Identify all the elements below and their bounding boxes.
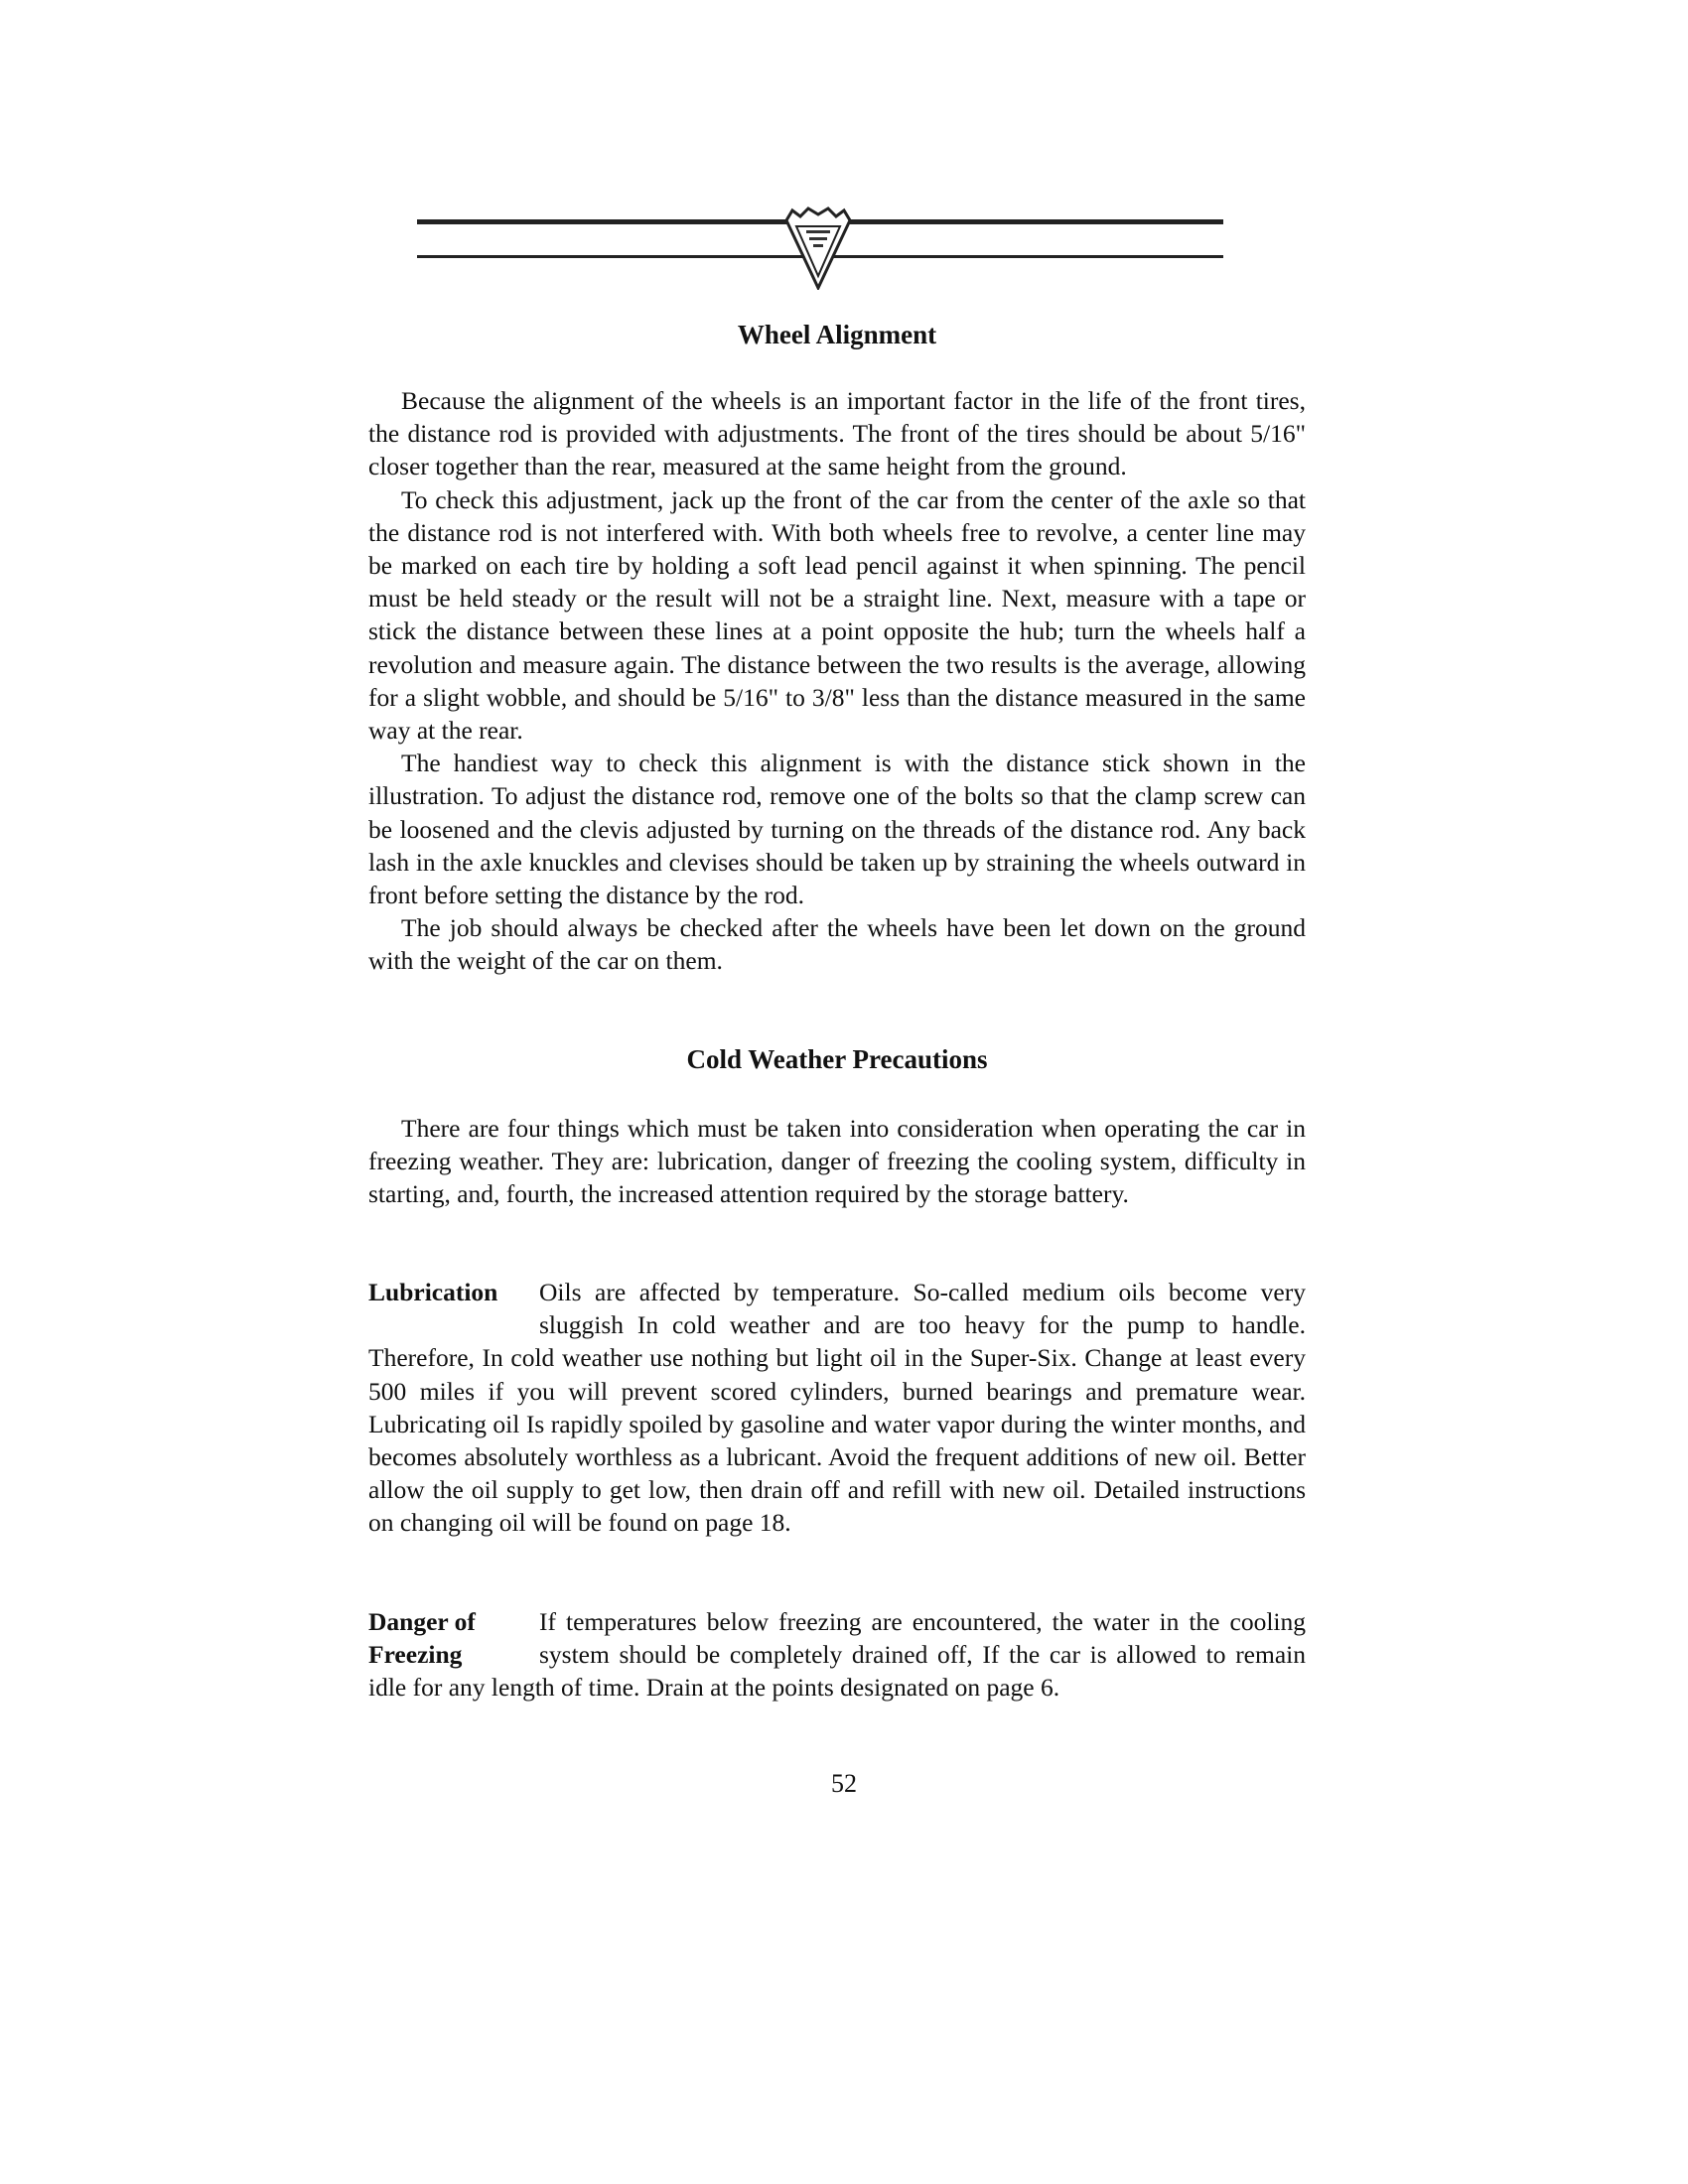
paragraph: There are four things which must be taken into consideration when operating the car in freezing weather. They are: lubrication, danger of freezing the cooling system, difficulty in starting, and, fourth, the increased attention required by the storage battery. [368, 1114, 1306, 1209]
paragraph: The job should always be checked after the wheels have been let down on the ground with the weight of the car on them. [368, 913, 1306, 976]
subsection-label: Lubrication [368, 1278, 498, 1306]
danger-of-freezing-subsection [368, 1605, 1306, 1705]
label-line: Danger of [368, 1607, 476, 1636]
lubrication-subsection [368, 1276, 1306, 1540]
page-number: 52 [831, 1769, 857, 1798]
paragraph: Because the alignment of the wheels is an important factor in the life of the front tires, the distance rod is provided with adjustments. The front of the tires should be about 5/16" closer together than the rear, measured at the same height from the ground. [368, 386, 1306, 481]
paragraph: To check this adjustment, jack up the front of the car from the center of the axle so that the distance rod is not interfered with. With both wheels free to revolve, a center line may be marked on each tire by holding a soft lead pencil against it when spinning. The pencil must be held steady or the result will not be a straight line. Next, measure with a tape or stick the distance between these lines at a point opposite the hub; turn the wheels half a revolution and measure again. The distance between the two results is the average, allowing for a slight wobble, and should be 5/16" to 3/8" less than the distance measured in the same way at the rear. [368, 484, 1306, 746]
cold-weather-body [368, 1112, 1306, 1211]
subsection-text: Oils are affected by temperature. So-called medium oils become very sluggish In cold weather and are too heavy for the pump to handle. Therefore, In cold weather use nothing but light oil in the Super-Six. Change at least every 500 miles if you will prevent scored cylinders, burned bearings and premature wear. Lubricating oil Is rapidly spoiled by gasoline and water vapor during the winter months, and becomes absolutely worthless as a lubricant. Avoid the frequent additions of new oil. Better allow the oil supply to get low, then drain off and refill with new oil. Detailed instructions on changing oil will be found on page 18. [368, 1278, 1306, 1538]
subsection-label [368, 1605, 539, 1671]
wheel-alignment-body [368, 384, 1306, 978]
label-line: Freezing [368, 1640, 463, 1670]
hudson-emblem-icon [782, 206, 854, 290]
section-heading-wheel-alignment: Wheel Alignment [737, 320, 937, 349]
section-heading-cold-weather: Cold Weather Precautions [686, 1044, 988, 1074]
paragraph: The handiest way to check this alignment is with the distance stick shown in the illustration. To adjust the distance rod, remove one of the bolts so that the clamp screw can be loosened and the clevis adjusted by turning on the threads of the distance rod. Any back lash in the axle knuckles and clevises should be taken up by straining the wheels outward in front before setting the distance by the rod. [368, 749, 1306, 910]
subsection-text: If temperatures below freezing are encountered, the water in the cooling system should be completely drained off, If the car is allowed to remain idle for any length of time. Drain at the points designated on page 6. [368, 1607, 1306, 1703]
